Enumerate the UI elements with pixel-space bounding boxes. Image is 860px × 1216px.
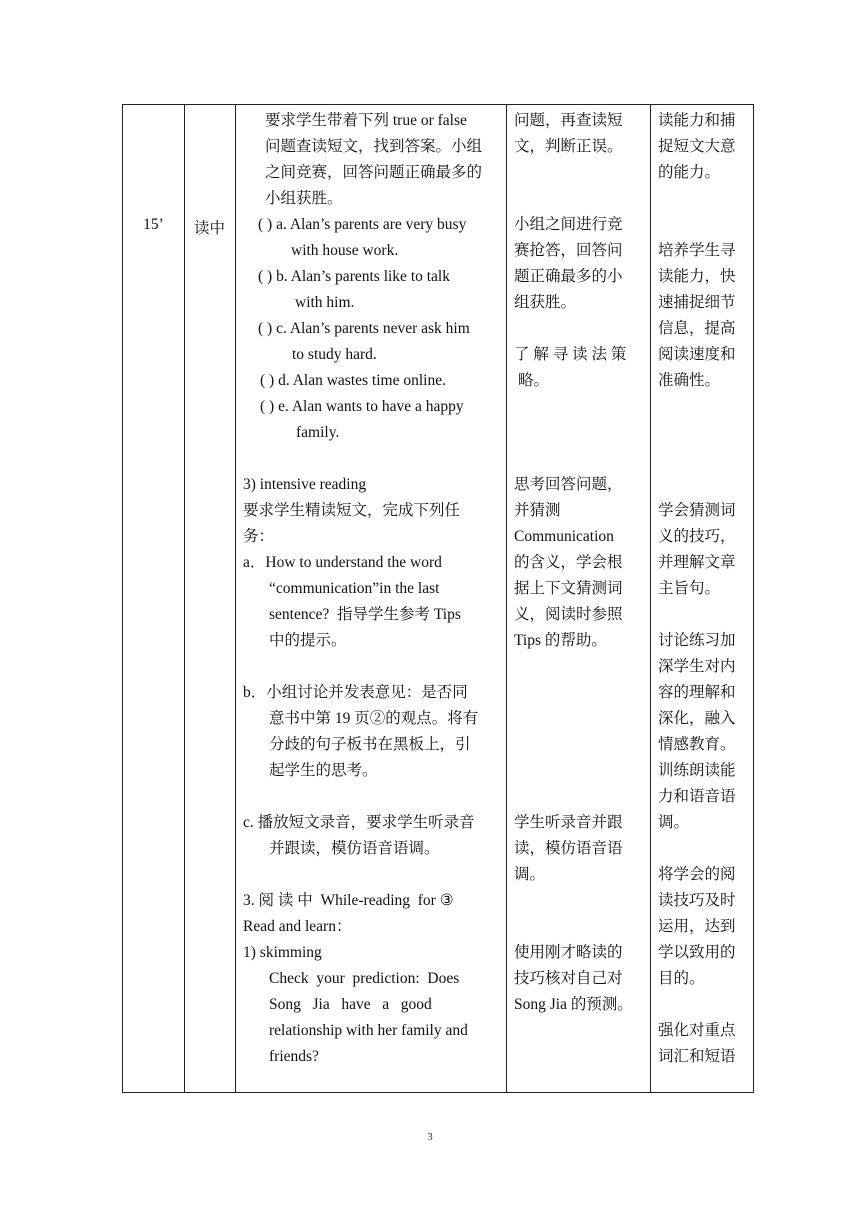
- text-line: 思考回答问题，: [514, 476, 623, 493]
- question-a: ( ) a. Alan’s parents are very busy: [258, 216, 467, 233]
- text-line: 小组获胜。: [265, 190, 343, 207]
- text-line: 读能力，快: [658, 268, 736, 285]
- text-line: 学会猜测词: [658, 502, 736, 519]
- text-line: 深学生对内: [658, 658, 736, 675]
- text-line: 读能力和捕: [658, 112, 736, 129]
- student-activities-cell: [506, 105, 650, 1018]
- question-c: ( ) c. Alan’s parents never ask him: [258, 320, 470, 337]
- question-b: ( ) b. Alan’s parents like to talk: [258, 268, 450, 285]
- text-line: 的能力。: [658, 164, 721, 181]
- text-line: 组获胜。: [514, 294, 577, 311]
- question-d: ( ) d. Alan wastes time online.: [260, 372, 446, 389]
- text-line: 务：: [243, 528, 275, 545]
- text-line: 分歧的句子板书在黑板上，引: [269, 736, 471, 753]
- section-heading: 1) skimming: [243, 944, 322, 961]
- text-line: 要求学生带着下列 true or false: [265, 112, 467, 129]
- text-line: 略。: [518, 372, 550, 389]
- text-line: 调。: [658, 814, 690, 831]
- question-e: ( ) e. Alan wants to have a happy: [260, 398, 464, 415]
- text-line: 速捕捉细节: [658, 294, 736, 311]
- text-line: 技巧核对自己对: [514, 970, 623, 987]
- text-line: 阅读速度和: [658, 346, 736, 363]
- text-line: 调。: [514, 866, 546, 883]
- teacher-activities-cell: [235, 105, 506, 1070]
- text-line: 容的理解和: [658, 684, 736, 701]
- section-heading: 3) intensive reading: [243, 476, 367, 493]
- item-b: b．小组讨论并发表意见：是否同: [243, 684, 468, 701]
- text-line: 捉短文大意: [658, 138, 736, 155]
- text-line: 学以致用的: [658, 944, 736, 961]
- text-line: family.: [296, 424, 340, 441]
- text-line: 使用刚才略读的: [514, 944, 623, 961]
- lesson-plan-table: [122, 104, 754, 1093]
- text-line: Song Jia 的预测。: [514, 996, 633, 1013]
- text-line: 之间竞赛，回答问题正确最多的: [265, 164, 483, 181]
- text-line: 强化对重点: [658, 1022, 736, 1039]
- text-line: 讨论练习加: [658, 632, 736, 649]
- text-line: “communication”in the last: [269, 580, 440, 597]
- item-c: c. 播放短文录音，要求学生听录音: [243, 814, 475, 831]
- text-line: 运用，达到: [658, 918, 736, 935]
- text-line: 主旨句。: [658, 580, 721, 597]
- time-cell: 15’: [143, 216, 164, 233]
- text-line: 小组之间进行竞: [514, 216, 623, 233]
- text-line: Read and learn：: [243, 918, 352, 935]
- item-a: a．How to understand the word: [243, 554, 442, 571]
- text-line: 目的。: [658, 970, 705, 987]
- text-line: 将学会的阅: [658, 866, 736, 883]
- text-line: 问题查读短文，找到答案。小组: [265, 138, 483, 155]
- text-line: Song Jia have a good: [269, 996, 432, 1013]
- text-line: relationship with her family and: [269, 1022, 468, 1039]
- text-line: 起学生的思考。: [269, 762, 378, 779]
- text-line: 的含义，学会根: [514, 554, 623, 571]
- text-line: 文，判断正误。: [514, 138, 623, 155]
- text-line: Check your prediction: Does: [269, 970, 460, 987]
- purposes-cell: [650, 105, 755, 1070]
- text-line: friends?: [269, 1048, 319, 1065]
- text-line: 深化，融入: [658, 710, 736, 727]
- text-line: 了 解 寻 读 法 策: [514, 346, 627, 363]
- text-line: with him.: [295, 294, 355, 311]
- text-line: 训练朗读能: [658, 762, 736, 779]
- text-line: 学生听录音并跟: [514, 814, 623, 831]
- text-line: 并猜测: [514, 502, 561, 519]
- stage-cell: 读中: [193, 220, 225, 237]
- section-heading: 3. 阅 读 中 While-reading for ③: [243, 892, 454, 909]
- text-line: 准确性。: [658, 372, 721, 389]
- text-line: 词汇和短语: [658, 1048, 736, 1065]
- text-line: 力和语音语: [658, 788, 736, 805]
- text-line: 情感教育。: [658, 736, 736, 753]
- text-line: with house work.: [291, 242, 399, 259]
- text-line: 问题，再查读短: [514, 112, 623, 129]
- text-line: 并理解文章: [658, 554, 736, 571]
- text-line: Communication: [514, 528, 614, 545]
- text-line: 赛抢答，回答问: [514, 242, 623, 259]
- text-line: 要求学生精读短文，完成下列任: [243, 502, 461, 519]
- text-line: 读，模仿语音语: [514, 840, 623, 857]
- page-number: 3: [427, 1131, 433, 1143]
- text-line: 读技巧及时: [658, 892, 736, 909]
- text-line: 义的技巧，: [658, 528, 736, 545]
- text-line: 培养学生寻: [658, 242, 736, 259]
- text-line: sentence? 指导学生参考 Tips: [269, 606, 461, 623]
- text-line: 题正确最多的小: [514, 268, 623, 285]
- text-line: 意书中第 19 页②的观点。将有: [269, 710, 479, 727]
- text-line: 并跟读，模仿语音语调。: [269, 840, 440, 857]
- text-line: 中的提示。: [269, 632, 347, 649]
- text-line: 据上下文猜测词: [514, 580, 623, 597]
- text-line: to study hard.: [292, 346, 377, 363]
- text-line: Tips 的帮助。: [514, 632, 607, 649]
- column-divider: [184, 105, 185, 1092]
- text-line: 信息，提高: [658, 320, 736, 337]
- text-line: 义，阅读时参照: [514, 606, 623, 623]
